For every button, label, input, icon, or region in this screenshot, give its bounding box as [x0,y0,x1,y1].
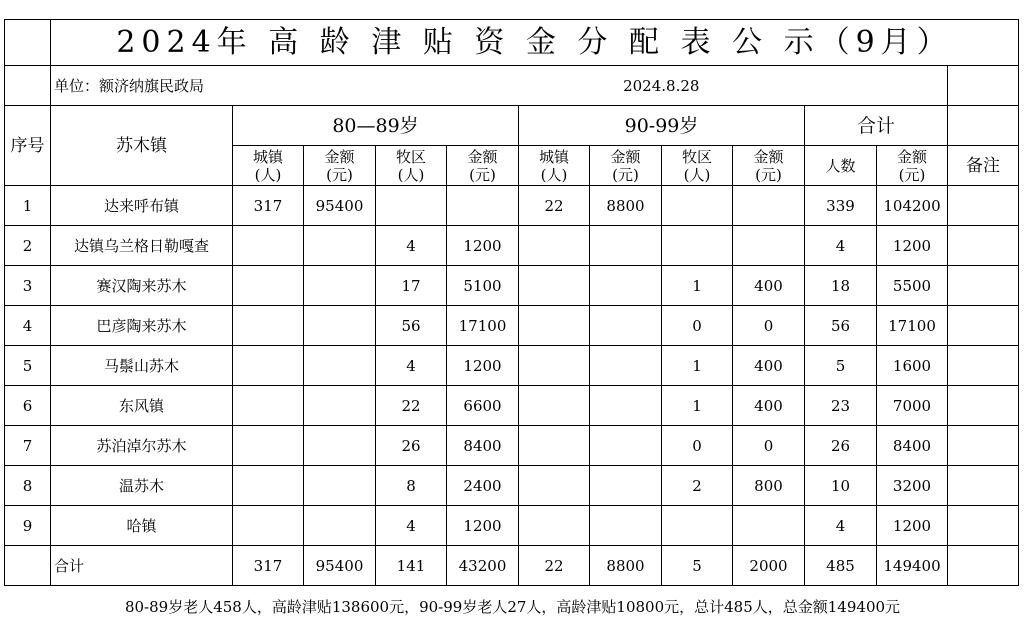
row-value-cell: 17100 [877,306,948,346]
row-value-cell: 5500 [877,266,948,306]
row-value-cell [233,506,304,546]
total-value-cell: 485 [805,546,877,586]
row-value-cell [948,346,1019,386]
row-value-cell: 4 [376,346,447,386]
total-value-cell [948,546,1019,586]
row-value-cell [662,186,733,226]
row-town-cell: 巴彦陶来苏木 [51,306,233,346]
header-group-90: 90-99岁 [519,106,805,146]
row-value-cell: 4 [376,506,447,546]
total-value-cell: 141 [376,546,447,586]
row-value-cell [233,426,304,466]
row-value-cell: 1 [662,266,733,306]
row-value-cell [304,226,376,266]
row-value-cell: 23 [805,386,877,426]
row-value-cell: 0 [662,306,733,346]
row-value-cell: 2400 [447,466,519,506]
unit-label: 单位：额济纳旗民政局 [51,66,376,106]
row-value-cell: 18 [805,266,877,306]
row-seq-cell: 6 [5,386,51,426]
row-value-cell: 1200 [877,506,948,546]
corner-cell [5,20,51,66]
row-value-cell: 3200 [877,466,948,506]
total-value-cell: 2000 [733,546,805,586]
row-value-cell: 4 [376,226,447,266]
row-value-cell [304,266,376,306]
row-value-cell: 400 [733,266,805,306]
row-value-cell [948,466,1019,506]
row-value-cell: 5 [805,346,877,386]
blank-cell [948,66,1019,106]
total-value-cell: 317 [233,546,304,586]
row-value-cell: 339 [805,186,877,226]
row-value-cell [948,506,1019,546]
row-value-cell: 22 [376,386,447,426]
row-value-cell [519,306,590,346]
row-town-cell: 赛汉陶来苏木 [51,266,233,306]
row-value-cell: 800 [733,466,805,506]
row-seq-cell: 8 [5,466,51,506]
row-value-cell [662,506,733,546]
row-value-cell: 0 [733,306,805,346]
row-town-cell: 马鬃山苏木 [51,346,233,386]
row-value-cell: 7000 [877,386,948,426]
row-value-cell [304,426,376,466]
total-value-cell: 5 [662,546,733,586]
row-value-cell [590,226,662,266]
row-value-cell [519,426,590,466]
row-town-cell: 哈镇 [51,506,233,546]
row-value-cell: 4 [805,226,877,266]
row-value-cell: 0 [733,426,805,466]
row-value-cell [304,306,376,346]
row-value-cell [519,346,590,386]
row-value-cell: 17 [376,266,447,306]
row-seq-cell: 7 [5,426,51,466]
row-seq-cell: 9 [5,506,51,546]
row-value-cell [948,266,1019,306]
table-row [5,346,1019,386]
header-group-80: 80—89岁 [233,106,519,146]
blank-cell [5,66,51,106]
sub-header-cell: 金额 (元) [304,146,376,186]
sub-header-cell: 牧区 (人) [376,146,447,186]
sub-header-cell: 金额 (元) [447,146,519,186]
table-row [5,306,1019,346]
table-row [5,506,1019,546]
row-seq-cell: 1 [5,186,51,226]
row-value-cell [733,186,805,226]
row-value-cell [519,506,590,546]
row-town-cell: 东风镇 [51,386,233,426]
row-value-cell [233,346,304,386]
row-town-cell: 达镇乌兰格日勒嘎查 [51,226,233,266]
row-value-cell: 0 [662,426,733,466]
table-row [5,426,1019,466]
header-group-total: 合计 [805,106,948,146]
row-value-cell [304,466,376,506]
sub-header-cell: 城镇 (人) [233,146,304,186]
row-value-cell [948,186,1019,226]
row-value-cell [233,266,304,306]
row-value-cell: 1 [662,346,733,386]
row-seq-cell: 2 [5,226,51,266]
row-value-cell [376,186,447,226]
row-value-cell: 17100 [447,306,519,346]
row-value-cell: 8800 [590,186,662,226]
sub-header-cell: 金额 (元) [877,146,948,186]
row-value-cell: 26 [805,426,877,466]
total-value-cell: 149400 [877,546,948,586]
row-value-cell: 95400 [304,186,376,226]
row-value-cell: 1200 [447,506,519,546]
allowance-table [4,19,1019,586]
row-value-cell [233,466,304,506]
sub-header-cell: 人数 [805,146,877,186]
row-value-cell [590,506,662,546]
total-value-cell: 43200 [447,546,519,586]
row-value-cell: 317 [233,186,304,226]
row-seq-cell: 5 [5,346,51,386]
row-town-cell: 达来呼布镇 [51,186,233,226]
row-value-cell [590,386,662,426]
row-value-cell [233,306,304,346]
row-value-cell [304,346,376,386]
page-title: 2024年 高 龄 津 贴 资 金 分 配 表 公 示（9月） [51,20,1019,66]
row-value-cell: 26 [376,426,447,466]
row-value-cell [447,186,519,226]
row-value-cell: 4 [805,506,877,546]
row-town-cell: 温苏木 [51,466,233,506]
row-value-cell: 1200 [877,226,948,266]
total-value-cell: 95400 [304,546,376,586]
header-remark: 备注 [948,146,1019,186]
total-value-cell: 22 [519,546,590,586]
summary-footer: 80-89岁老人458人，高龄津贴138600元，90-99岁老人27人，高龄津贴10800元，总计485人，总金额149400元 [124,598,901,616]
sub-header-cell: 金额 (元) [733,146,805,186]
row-value-cell: 56 [805,306,877,346]
row-value-cell [948,306,1019,346]
row-value-cell: 1600 [877,346,948,386]
row-value-cell: 8 [376,466,447,506]
row-value-cell [233,226,304,266]
row-seq-cell: 4 [5,306,51,346]
row-value-cell: 6600 [447,386,519,426]
row-value-cell [233,386,304,426]
row-value-cell [733,506,805,546]
row-value-cell [662,226,733,266]
row-value-cell: 400 [733,346,805,386]
row-value-cell [948,386,1019,426]
table-row [5,466,1019,506]
row-value-cell: 22 [519,186,590,226]
row-value-cell: 5100 [447,266,519,306]
row-value-cell [948,226,1019,266]
row-town-cell: 苏泊淖尔苏木 [51,426,233,466]
table-row [5,226,1019,266]
row-seq-cell: 3 [5,266,51,306]
row-value-cell [590,306,662,346]
row-value-cell [590,466,662,506]
row-value-cell: 1 [662,386,733,426]
row-value-cell: 104200 [877,186,948,226]
sub-header-cell: 城镇 (人) [519,146,590,186]
row-value-cell: 56 [376,306,447,346]
row-value-cell [519,386,590,426]
row-value-cell [304,506,376,546]
total-row [5,546,1019,586]
date-label: 2024.8.28 [376,66,948,106]
header-town: 苏木镇 [51,106,233,186]
table-row [5,386,1019,426]
sub-header-cell: 金额 (元) [590,146,662,186]
row-value-cell: 1200 [447,346,519,386]
row-value-cell [590,266,662,306]
table-row [5,186,1019,226]
row-value-cell [948,426,1019,466]
row-value-cell: 8400 [877,426,948,466]
total-label: 合计 [51,546,233,586]
row-value-cell: 2 [662,466,733,506]
row-value-cell [590,426,662,466]
row-value-cell [304,386,376,426]
row-value-cell: 10 [805,466,877,506]
row-value-cell [519,466,590,506]
header-seq: 序号 [5,106,51,186]
blank-cell [948,106,1019,146]
table-row [5,266,1019,306]
row-value-cell: 400 [733,386,805,426]
row-value-cell [519,266,590,306]
row-value-cell: 8400 [447,426,519,466]
blank-cell [5,546,51,586]
sub-header-cell: 牧区 (人) [662,146,733,186]
row-value-cell [519,226,590,266]
row-value-cell: 1200 [447,226,519,266]
row-value-cell [733,226,805,266]
row-value-cell [590,346,662,386]
total-value-cell: 8800 [590,546,662,586]
